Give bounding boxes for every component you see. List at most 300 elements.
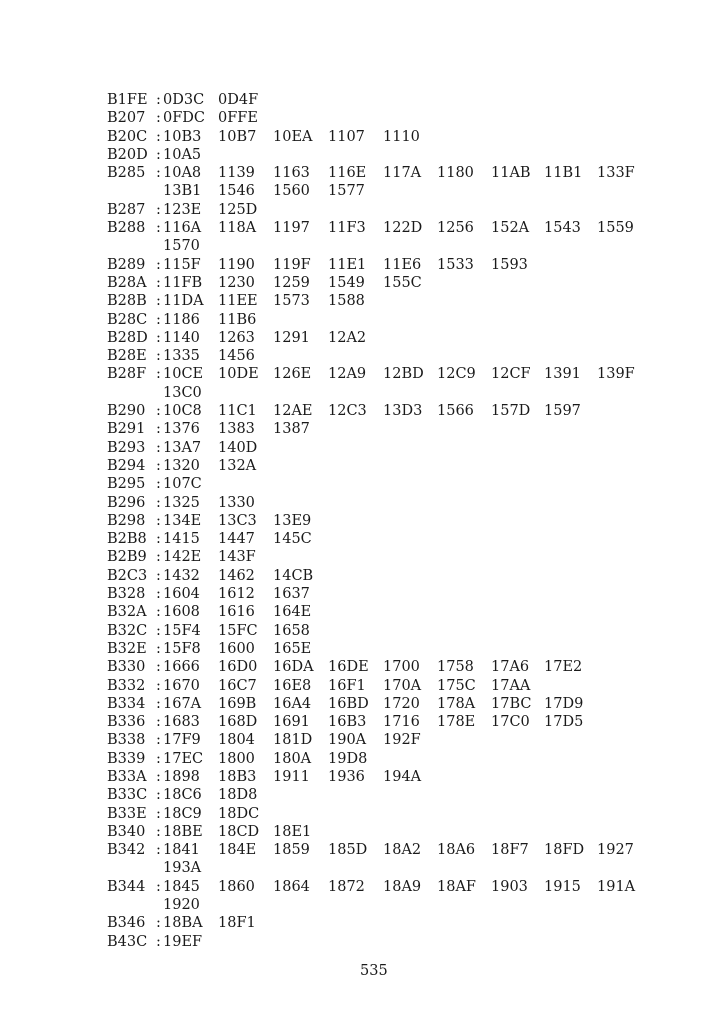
entry-value: 139F <box>597 366 635 383</box>
entry-value: 0FDC <box>163 110 206 127</box>
entry-value: 12C9 <box>437 366 476 383</box>
entry-value: 193A <box>163 860 202 877</box>
entry-value: 17BC <box>491 695 532 712</box>
entry-value: 1577 <box>328 183 365 200</box>
entry-value: 18CD <box>218 823 260 840</box>
entry-row <box>107 585 667 603</box>
entry-value: 17AA <box>491 677 531 694</box>
entry-value: 1573 <box>273 293 310 310</box>
entry-value: 11AB <box>491 165 531 182</box>
entry-value: 18D8 <box>218 787 258 804</box>
entry-value: 17D5 <box>544 714 584 731</box>
entry-separator: : <box>156 640 161 657</box>
entry-separator: : <box>156 787 161 804</box>
entry-separator: : <box>156 110 161 127</box>
entry-value: 1804 <box>218 732 255 749</box>
entry-value: 116E <box>328 165 367 182</box>
entry-value: 18F7 <box>491 842 529 859</box>
entry-value: 165E <box>273 640 312 657</box>
entry-value: 13D3 <box>383 403 423 420</box>
entry-key: B1FE <box>107 92 148 108</box>
entry-row <box>107 219 667 237</box>
entry-value: 1570 <box>163 238 200 255</box>
entry-row <box>107 420 667 438</box>
entry-row <box>107 658 667 676</box>
entry-row <box>107 677 667 695</box>
entry-value: 1330 <box>218 494 255 511</box>
entry-key: B28A <box>107 274 147 291</box>
entry-continuation-row <box>107 384 667 402</box>
entry-row <box>107 640 667 658</box>
entry-separator: : <box>156 494 161 511</box>
entry-value: 17D9 <box>544 695 584 712</box>
entry-row <box>107 311 667 329</box>
entry-value: 13C3 <box>218 512 257 529</box>
entry-value: 125D <box>218 201 258 218</box>
entry-value: 184E <box>218 842 257 859</box>
entry-value: 116A <box>163 220 202 237</box>
entry-value: 16DA <box>273 659 314 676</box>
entry-key: B293 <box>107 439 146 456</box>
entry-key: B291 <box>107 421 146 438</box>
entry-separator: : <box>156 256 161 273</box>
entry-value: 0FFE <box>218 110 258 127</box>
entry-value: 1559 <box>597 220 634 237</box>
entry-separator: : <box>156 421 161 438</box>
entry-value: 14CB <box>273 567 314 584</box>
entry-value: 190A <box>328 732 367 749</box>
entry-value: 0D4F <box>218 92 259 108</box>
entry-value: 1376 <box>163 421 200 438</box>
entry-separator: : <box>156 92 161 108</box>
entry-key: B207 <box>107 110 146 127</box>
entry-value: 18A6 <box>437 842 476 859</box>
entry-value: 1186 <box>163 311 200 328</box>
entry-value: 13A7 <box>163 439 202 456</box>
entry-separator: : <box>156 366 161 383</box>
entry-value: 168D <box>218 714 258 731</box>
entry-value: 11F3 <box>328 220 366 237</box>
entry-value: 1845 <box>163 878 200 895</box>
entry-value: 1593 <box>491 256 528 273</box>
entry-value: 1263 <box>218 329 255 346</box>
entry-value: 16C7 <box>218 677 257 694</box>
entry-value: 178A <box>437 695 476 712</box>
entry-key: B28E <box>107 348 147 365</box>
entry-value: 10A5 <box>163 146 202 163</box>
entry-value: 1110 <box>383 128 420 145</box>
entry-value: 18BA <box>163 915 203 932</box>
entry-value: 1597 <box>544 403 581 420</box>
entry-key: B28F <box>107 366 147 383</box>
entry-value: 1604 <box>163 586 200 603</box>
entry-value: 1927 <box>597 842 634 859</box>
entry-key: B32E <box>107 640 147 657</box>
entry-separator: : <box>156 439 161 456</box>
entry-separator: : <box>156 329 161 346</box>
entry-value: 18A9 <box>383 878 422 895</box>
entry-value: 1600 <box>218 640 255 657</box>
entry-value: 11EE <box>218 293 258 310</box>
entry-value: 11E6 <box>383 256 422 273</box>
entry-value: 16DE <box>328 659 369 676</box>
entry-value: 18A2 <box>383 842 422 859</box>
entry-key: B346 <box>107 915 146 932</box>
entry-value: 1140 <box>163 329 200 346</box>
entry-continuation-row <box>107 896 667 914</box>
entry-continuation-row <box>107 859 667 877</box>
entry-key: B33C <box>107 787 148 804</box>
entry-row <box>107 603 667 621</box>
entry-continuation-row <box>107 182 667 200</box>
entry-value: 143F <box>218 549 256 566</box>
entry-separator: : <box>156 201 161 218</box>
entry-row <box>107 530 667 548</box>
entry-row <box>107 475 667 493</box>
entry-value: 1716 <box>383 714 420 731</box>
entry-value: 185D <box>328 842 368 859</box>
entry-separator: : <box>156 622 161 639</box>
entry-separator: : <box>156 348 161 365</box>
entry-value: 12C3 <box>328 403 367 420</box>
entry-value: 1683 <box>163 714 200 731</box>
entry-value: 119F <box>273 256 311 273</box>
entry-value: 1447 <box>218 531 255 548</box>
entry-value: 1841 <box>163 842 200 859</box>
entry-key: B20C <box>107 128 148 145</box>
entry-key: B332 <box>107 677 146 694</box>
entry-separator: : <box>156 677 161 694</box>
entry-value: 115F <box>163 256 201 273</box>
page-number: 535 <box>360 963 388 979</box>
entry-value: 12BD <box>383 366 424 383</box>
entry-key: B285 <box>107 165 146 182</box>
entry-key: B289 <box>107 256 146 273</box>
entry-row <box>107 274 667 292</box>
entry-value: 1872 <box>328 878 365 895</box>
entry-value: 10C8 <box>163 403 202 420</box>
entry-separator: : <box>156 659 161 676</box>
entry-key: B20D <box>107 146 148 163</box>
entry-value: 1197 <box>273 220 310 237</box>
entry-row <box>107 695 667 713</box>
entry-value: 18B3 <box>218 768 257 785</box>
entry-value: 155C <box>383 274 422 291</box>
entry-row <box>107 146 667 164</box>
entry-value: 145C <box>273 531 312 548</box>
entry-value: 1936 <box>328 768 365 785</box>
entry-value: 1911 <box>273 768 310 785</box>
entry-separator: : <box>156 878 161 895</box>
entry-separator: : <box>156 146 161 163</box>
entry-row <box>107 786 667 804</box>
entry-value: 1387 <box>273 421 310 438</box>
entry-value: 12AE <box>273 403 313 420</box>
entry-value: 1616 <box>218 604 255 621</box>
entry-value: 170A <box>383 677 422 694</box>
entry-key: B2B9 <box>107 549 147 566</box>
entry-key: B32A <box>107 604 147 621</box>
entry-value: 13C0 <box>163 384 202 401</box>
entry-row <box>107 457 667 475</box>
entry-value: 17A6 <box>491 659 530 676</box>
entry-value: 18FD <box>544 842 585 859</box>
index-entries <box>107 91 667 951</box>
entry-value: 1859 <box>273 842 310 859</box>
entry-separator: : <box>156 842 161 859</box>
entry-separator: : <box>156 512 161 529</box>
entry-separator: : <box>156 768 161 785</box>
entry-row <box>107 329 667 347</box>
entry-value: 192F <box>383 732 421 749</box>
entry-separator: : <box>156 293 161 310</box>
entry-value: 17E2 <box>544 659 583 676</box>
entry-value: 1190 <box>218 256 255 273</box>
entry-value: 16B3 <box>328 714 367 731</box>
entry-separator: : <box>156 604 161 621</box>
entry-value: 18BE <box>163 823 203 840</box>
entry-value: 1666 <box>163 659 200 676</box>
entry-separator: : <box>156 823 161 840</box>
entry-separator: : <box>156 531 161 548</box>
entry-row <box>107 805 667 823</box>
entry-row <box>107 841 667 859</box>
entry-row <box>107 548 667 566</box>
entry-value: 13E9 <box>273 512 312 529</box>
entry-value: 18C6 <box>163 787 202 804</box>
entry-separator: : <box>156 403 161 420</box>
entry-row <box>107 494 667 512</box>
entry-key: B338 <box>107 732 146 749</box>
entry-value: 1670 <box>163 677 200 694</box>
entry-continuation-row <box>107 237 667 255</box>
entry-value: 122D <box>383 220 423 237</box>
entry-key: B294 <box>107 457 146 474</box>
entry-value: 157D <box>491 403 531 420</box>
entry-key: B33A <box>107 768 147 785</box>
entry-value: 12A2 <box>328 329 367 346</box>
entry-key: B290 <box>107 403 146 420</box>
entry-separator: : <box>156 549 161 566</box>
entry-row <box>107 823 667 841</box>
entry-value: 1107 <box>328 128 365 145</box>
entry-value: 1903 <box>491 878 528 895</box>
entry-value: 1658 <box>273 622 310 639</box>
entry-value: 18E1 <box>273 823 312 840</box>
entry-value: 10B7 <box>218 128 257 145</box>
entry-row <box>107 731 667 749</box>
entry-value: 10EA <box>273 128 313 145</box>
entry-value: 1608 <box>163 604 200 621</box>
entry-value: 1560 <box>273 183 310 200</box>
entry-key: B28B <box>107 293 147 310</box>
entry-key: B340 <box>107 823 146 840</box>
entry-value: 1691 <box>273 714 310 731</box>
entry-value: 191A <box>597 878 636 895</box>
entry-row <box>107 365 667 383</box>
entry-value: 1163 <box>273 165 310 182</box>
entry-separator: : <box>156 933 161 950</box>
entry-value: 11C1 <box>218 403 257 420</box>
entry-value: 178E <box>437 714 476 731</box>
entry-row <box>107 201 667 219</box>
entry-value: 169B <box>218 695 257 712</box>
entry-value: 1415 <box>163 531 200 548</box>
entry-value: 1566 <box>437 403 474 420</box>
entry-value: 0D3C <box>163 92 205 108</box>
entry-value: 15F8 <box>163 640 201 657</box>
entry-value: 194A <box>383 768 422 785</box>
entry-value: 118A <box>218 220 257 237</box>
entry-value: 1758 <box>437 659 474 676</box>
entry-value: 16E8 <box>273 677 312 694</box>
entry-row <box>107 109 667 127</box>
entry-value: 18C9 <box>163 805 202 822</box>
entry-value: 1720 <box>383 695 420 712</box>
entry-value: 167A <box>163 695 202 712</box>
entry-key: B33E <box>107 805 147 822</box>
entry-value: 1256 <box>437 220 474 237</box>
entry-value: 126E <box>273 366 312 383</box>
entry-value: 16F1 <box>328 677 366 694</box>
entry-separator: : <box>156 586 161 603</box>
entry-key: B328 <box>107 586 146 603</box>
entry-value: 107C <box>163 476 202 493</box>
entry-row <box>107 768 667 786</box>
entry-value: 1864 <box>273 878 310 895</box>
entry-row <box>107 256 667 274</box>
entry-separator: : <box>156 311 161 328</box>
entry-value: 1432 <box>163 567 200 584</box>
entry-value: 1546 <box>218 183 255 200</box>
entry-value: 1139 <box>218 165 255 182</box>
entry-key: B2B8 <box>107 531 147 548</box>
entry-key: B296 <box>107 494 146 511</box>
entry-value: 11DA <box>163 293 204 310</box>
entry-value: 152A <box>491 220 530 237</box>
entry-row <box>107 914 667 932</box>
entry-row <box>107 512 667 530</box>
entry-value: 12CF <box>491 366 531 383</box>
entry-value: 10B3 <box>163 128 202 145</box>
entry-value: 15FC <box>218 622 258 639</box>
entry-value: 11B1 <box>544 165 583 182</box>
entry-value: 11E1 <box>328 256 367 273</box>
entry-value: 1335 <box>163 348 200 365</box>
entry-separator: : <box>156 476 161 493</box>
entry-value: 1383 <box>218 421 255 438</box>
entry-value: 16BD <box>328 695 369 712</box>
entry-separator: : <box>156 915 161 932</box>
entry-row <box>107 439 667 457</box>
entry-value: 1637 <box>273 586 310 603</box>
entry-value: 1533 <box>437 256 474 273</box>
entry-key: B298 <box>107 512 146 529</box>
entry-separator: : <box>156 165 161 182</box>
entry-value: 18AF <box>437 878 476 895</box>
entry-separator: : <box>156 732 161 749</box>
entry-value: 19EF <box>163 933 203 950</box>
entry-value: 1700 <box>383 659 420 676</box>
entry-key: B28C <box>107 311 148 328</box>
entry-row <box>107 622 667 640</box>
entry-value: 13B1 <box>163 183 202 200</box>
entry-row <box>107 128 667 146</box>
entry-row <box>107 402 667 420</box>
entry-value: 1462 <box>218 567 255 584</box>
entry-value: 1291 <box>273 329 310 346</box>
entry-value: 10CE <box>163 366 204 383</box>
entry-value: 1456 <box>218 348 255 365</box>
entry-value: 18F1 <box>218 915 256 932</box>
entry-key: B43C <box>107 933 148 950</box>
entry-separator: : <box>156 457 161 474</box>
entry-value: 1325 <box>163 494 200 511</box>
entry-value: 16A4 <box>273 695 312 712</box>
entry-value: 1898 <box>163 768 200 785</box>
entry-value: 181D <box>273 732 313 749</box>
entry-value: 134E <box>163 512 202 529</box>
entry-value: 1588 <box>328 293 365 310</box>
entry-value: 1800 <box>218 750 255 767</box>
entry-value: 16D0 <box>218 659 258 676</box>
entry-value: 17EC <box>163 750 204 767</box>
entry-key: B342 <box>107 842 146 859</box>
entry-value: 1549 <box>328 274 365 291</box>
entry-key: B32C <box>107 622 148 639</box>
entry-value: 142E <box>163 549 202 566</box>
entry-value: 17F9 <box>163 732 201 749</box>
entry-value: 15F4 <box>163 622 201 639</box>
entry-value: 1860 <box>218 878 255 895</box>
entry-value: 180A <box>273 750 312 767</box>
entry-row <box>107 713 667 731</box>
entry-value: 12A9 <box>328 366 367 383</box>
entry-row <box>107 567 667 585</box>
entry-value: 10DE <box>218 366 259 383</box>
entry-row <box>107 878 667 896</box>
entry-separator: : <box>156 714 161 731</box>
entry-value: 1543 <box>544 220 581 237</box>
entry-value: 1915 <box>544 878 581 895</box>
entry-value: 18DC <box>218 805 260 822</box>
entry-row <box>107 933 667 951</box>
entry-value: 133F <box>597 165 635 182</box>
entry-value: 11B6 <box>218 311 257 328</box>
entry-value: 1920 <box>163 897 200 914</box>
entry-separator: : <box>156 750 161 767</box>
entry-key: B288 <box>107 220 146 237</box>
entry-separator: : <box>156 805 161 822</box>
entry-row <box>107 347 667 365</box>
entry-value: 123E <box>163 201 202 218</box>
entry-value: 17C0 <box>491 714 530 731</box>
entry-key: B330 <box>107 659 146 676</box>
entry-value: 10A8 <box>163 165 202 182</box>
entry-separator: : <box>156 128 161 145</box>
entry-separator: : <box>156 695 161 712</box>
entry-key: B344 <box>107 878 146 895</box>
entry-row <box>107 750 667 768</box>
entry-key: B334 <box>107 695 146 712</box>
entry-key: B336 <box>107 714 146 731</box>
entry-key: B2C3 <box>107 567 148 584</box>
entry-row <box>107 91 667 109</box>
entry-value: 164E <box>273 604 312 621</box>
entry-value: 132A <box>218 457 257 474</box>
entry-separator: : <box>156 567 161 584</box>
entry-value: 175C <box>437 677 476 694</box>
